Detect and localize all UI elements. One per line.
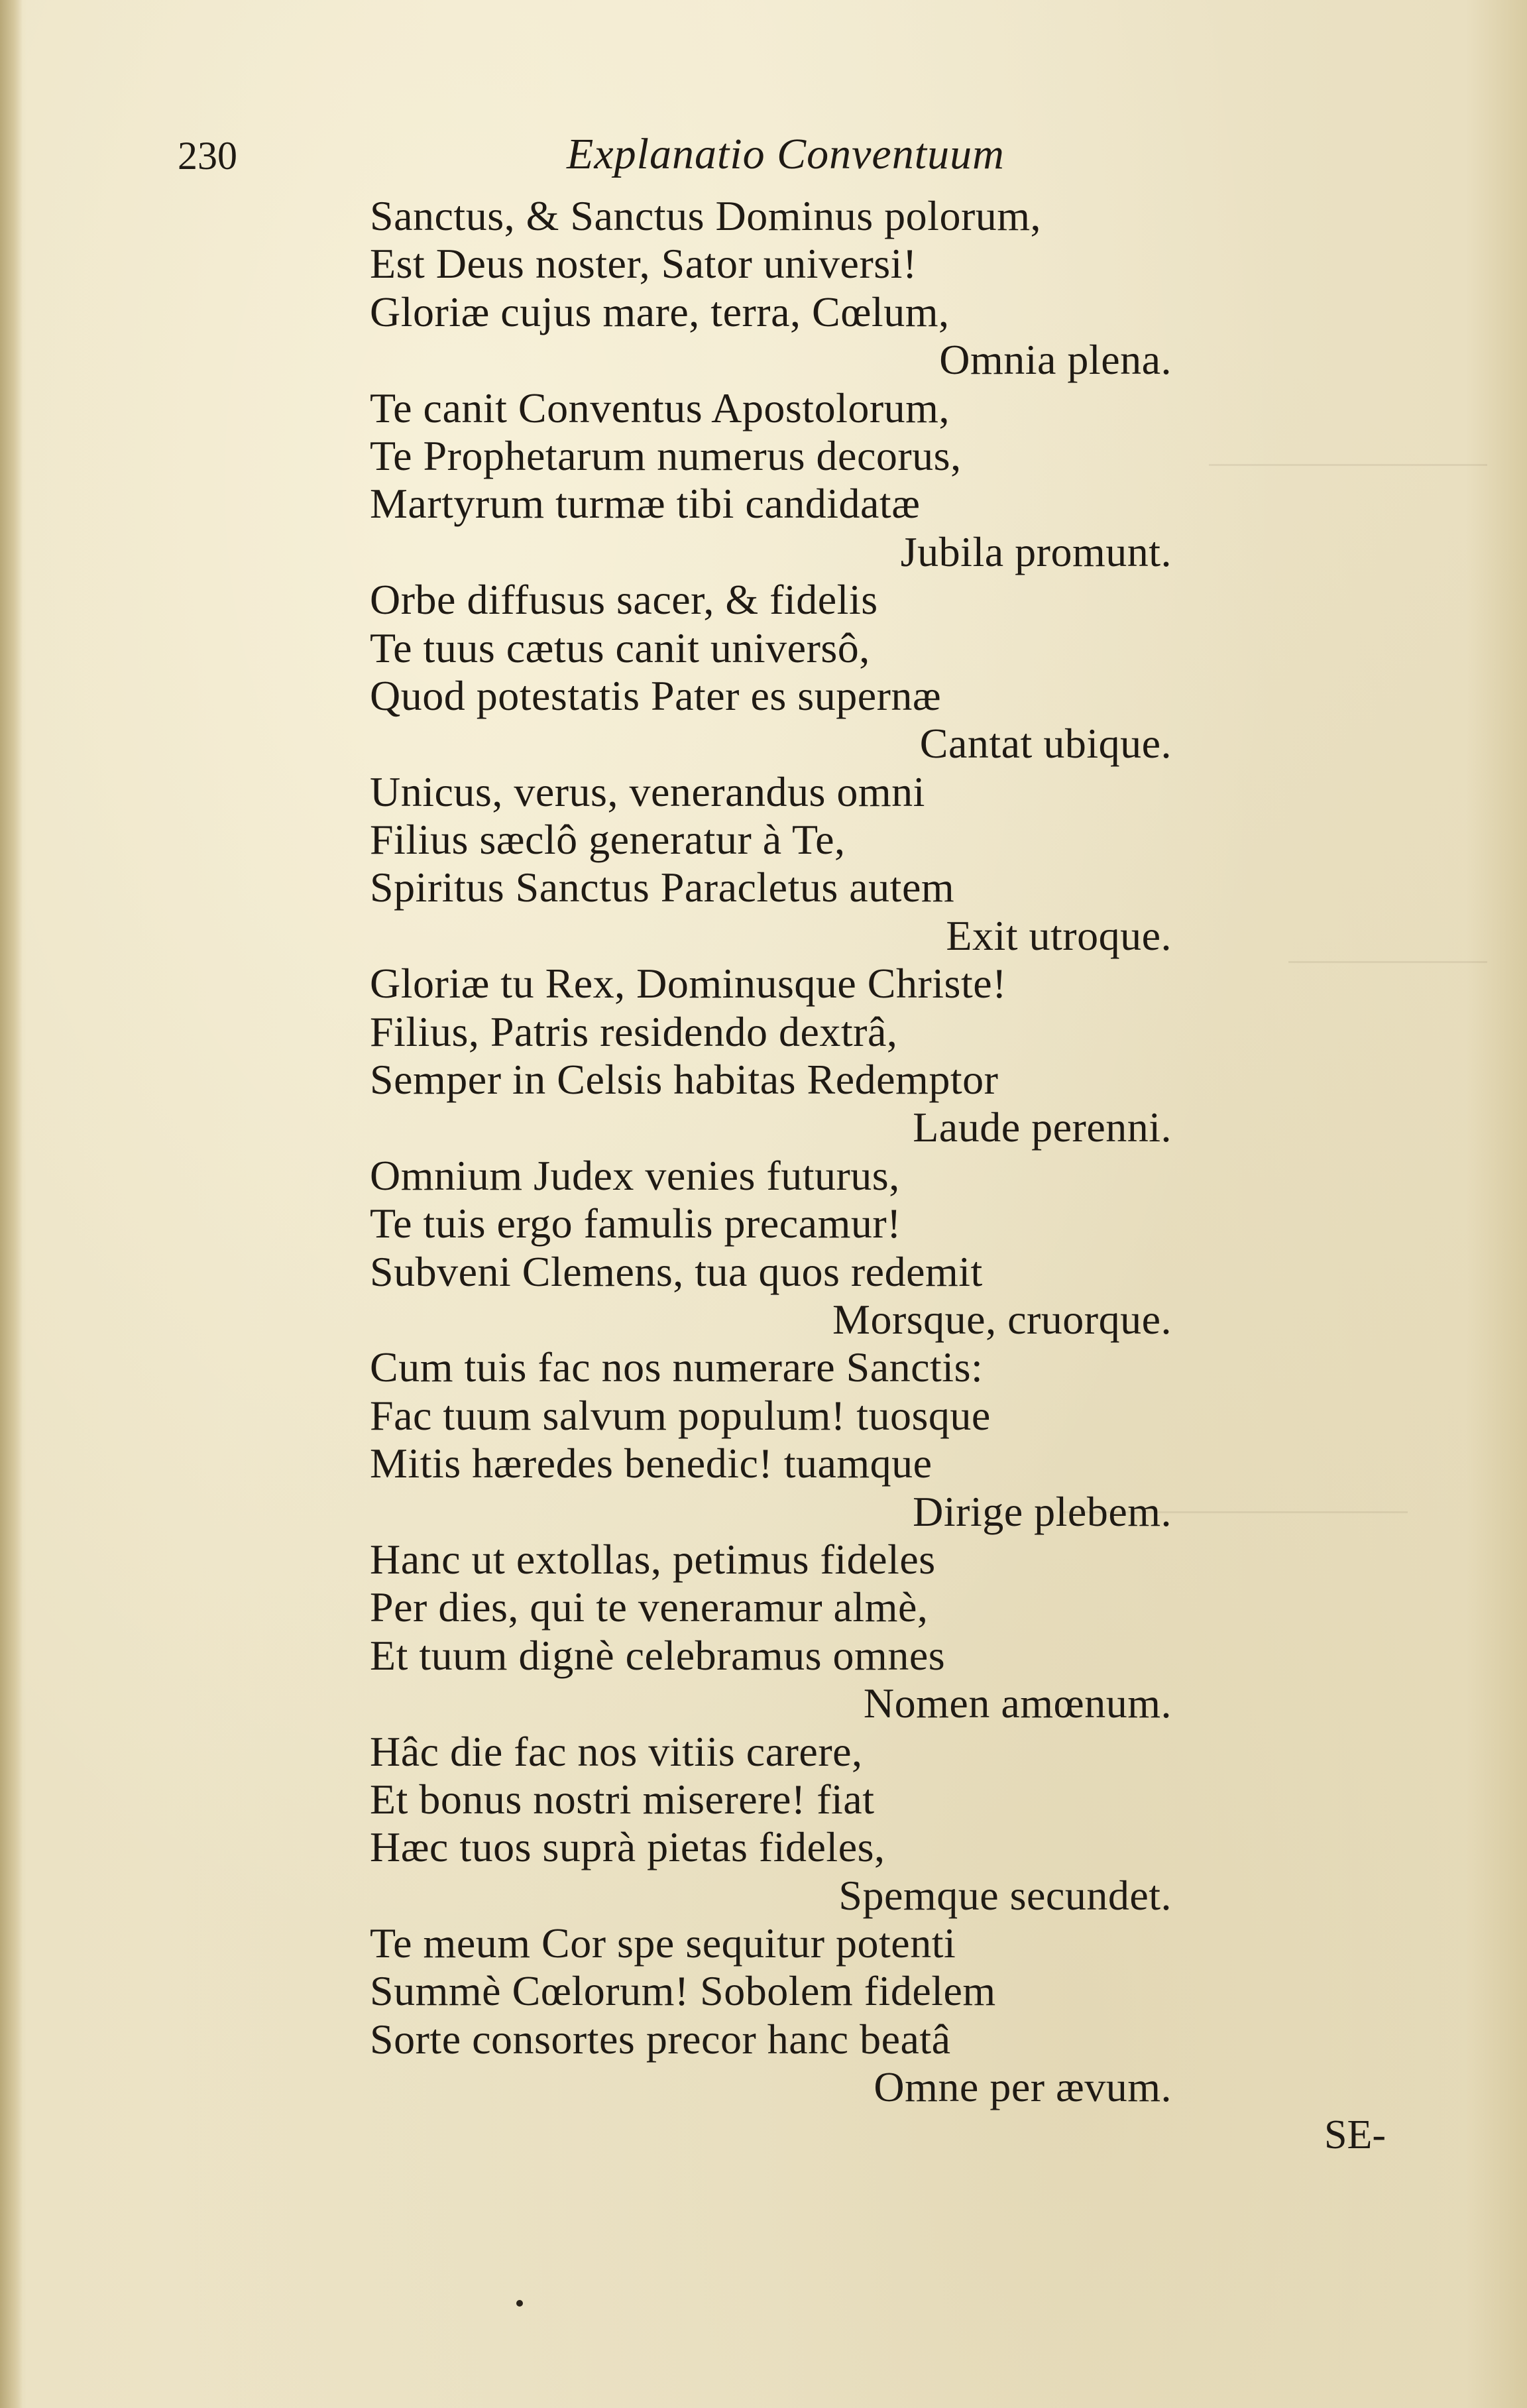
verse-line: Te tuus cætus canit universô,	[370, 624, 870, 671]
running-title: Explanatio Conventuum	[567, 130, 1005, 178]
show-through-mark	[1209, 464, 1487, 466]
verse-line: Mitis hæredes benedic! tuamque	[370, 1440, 933, 1487]
verse-line: Orbe diffusus sacer, & fidelis	[370, 576, 878, 624]
verse-line: Te meum Cor spe sequitur potenti	[370, 1920, 956, 1967]
verse-line: Subveni Clemens, tua quos redemit	[370, 1247, 983, 1295]
page-number: 230	[178, 134, 237, 178]
verse-line: Hanc ut extollas, petimus fideles	[370, 1535, 936, 1583]
verse-line: Gloriæ cujus mare, terra, Cœlum,	[370, 288, 950, 335]
verse-refrain-line: Exit utroque.	[946, 911, 1172, 959]
verse-line: Cum tuis fac nos numerare Sanctis:	[370, 1344, 984, 1391]
verse-refrain-line: Laude perenni.	[913, 1104, 1172, 1151]
verse-line: Hæc tuos suprà pietas fideles,	[370, 1823, 885, 1871]
show-through-mark	[1288, 961, 1487, 963]
verse-line: Quod potestatis Pater es supernæ	[370, 671, 942, 719]
verse-line: Te Prophetarum numerus decorus,	[370, 431, 962, 479]
verse-line: Fac tuum salvum populum! tuosque	[370, 1391, 991, 1439]
verse-line: Te tuis ergo famulis precamur!	[370, 1200, 901, 1247]
verse-line: Gloriæ tu Rex, Dominusque Christe!	[370, 960, 1007, 1007]
ink-dot	[516, 2300, 523, 2307]
verse-line: Est Deus noster, Sator universi!	[370, 240, 917, 288]
verse-line: Spiritus Sanctus Paracletus autem	[370, 864, 955, 911]
verse-line: Et bonus nostri miserere! fiat	[370, 1775, 875, 1823]
verse-line: Per dies, qui te veneramur almè,	[370, 1583, 929, 1631]
verse-refrain-line: Morsque, cruorque.	[832, 1295, 1172, 1343]
verse-refrain-line: Omne per ævum.	[874, 2063, 1172, 2111]
verse-line: Martyrum turmæ tibi candidatæ	[370, 480, 921, 528]
verse-line: Filius sæclô generatur à Te,	[370, 816, 846, 864]
binding-edge	[0, 0, 23, 2408]
verse-refrain-line: Spemque secundet.	[838, 1871, 1172, 1919]
verse-line: Filius, Patris residendo dextrâ,	[370, 1007, 898, 1055]
catchword: SE-	[1324, 2112, 1386, 2157]
verse-line: Sanctus, & Sanctus Dominus polorum,	[370, 192, 1042, 239]
verse-line: Et tuum dignè celebramus omnes	[370, 1631, 946, 1679]
verse-refrain-line: Cantat ubique.	[919, 720, 1172, 768]
verse-line: Te canit Conventus Apostolorum,	[370, 384, 950, 431]
hymn-text	[370, 192, 1192, 2112]
verse-line: Hâc die fac nos vitiis carere,	[370, 1727, 863, 1775]
verse-refrain-line: Jubila promunt.	[900, 528, 1172, 575]
verse-line: Semper in Celsis habitas Redemptor	[370, 1056, 999, 1104]
verse-refrain-line: Dirige plebem.	[913, 1487, 1172, 1535]
verse-refrain-line: Omnia plena.	[939, 336, 1172, 384]
verse-refrain-line: Nomen amœnum.	[863, 1680, 1172, 1727]
verse-line: Unicus, verus, venerandus omni	[370, 768, 925, 815]
verse-line: Sorte consortes precor hanc beatâ	[370, 2015, 951, 2063]
verse-line: Omnium Judex venies futurus,	[370, 1151, 900, 1199]
verse-line: Summè Cœlorum! Sobolem fidelem	[370, 1967, 996, 2015]
